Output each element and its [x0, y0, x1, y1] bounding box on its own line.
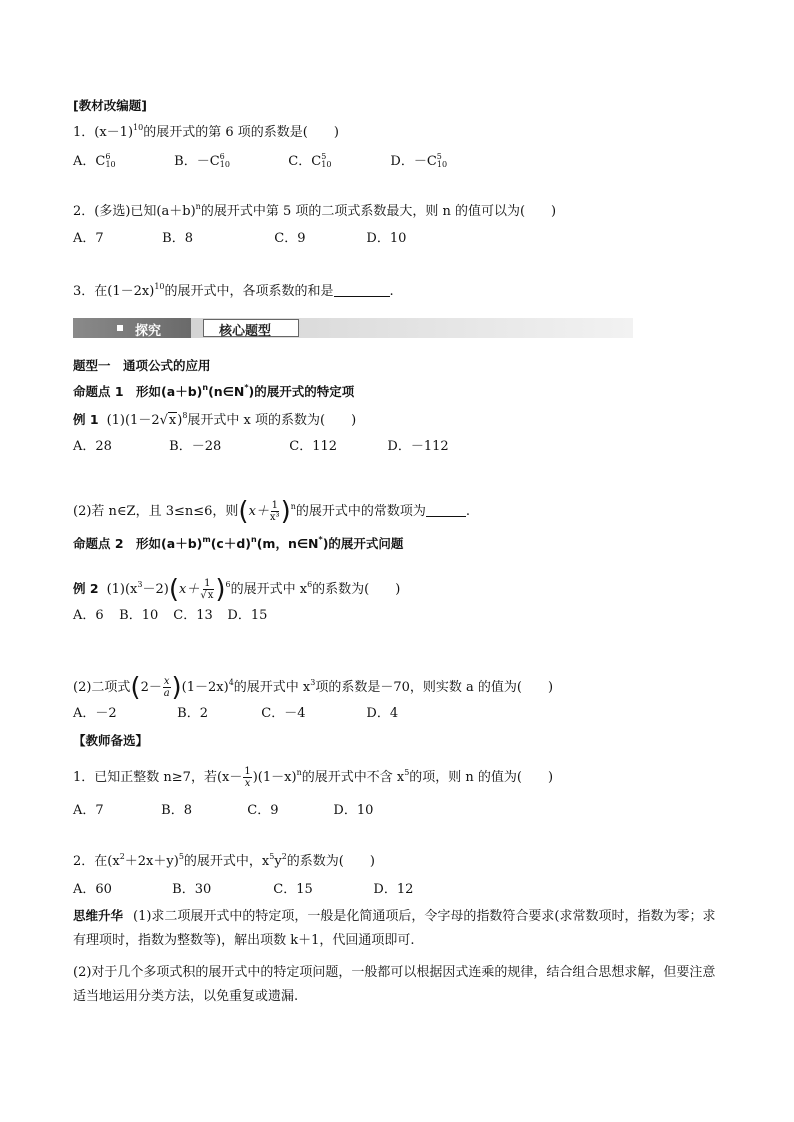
- banner-left-label: 探究: [135, 324, 162, 339]
- option-d[interactable]: D．10: [366, 231, 407, 246]
- answer-blank[interactable]: [334, 284, 390, 297]
- teacher-header: 【教师备选】: [73, 733, 149, 748]
- option-c[interactable]: C．13: [173, 608, 213, 623]
- option-a[interactable]: A．7: [73, 803, 104, 818]
- option-d[interactable]: D．$-C^5_{10}$: [390, 152, 448, 169]
- summary-paragraph-2: (2)对于几个多项式积的展开式中的特定项问题，一般都可以根据因式连乘的规律，结合组合思想求解，但要注意适当地运用分类方法，以免重复或遗漏.: [73, 965, 716, 1004]
- section-banner: [73, 315, 633, 341]
- option-a[interactable]: A．$C^6_{10}$: [73, 152, 116, 169]
- option-d[interactable]: D．－112: [387, 439, 449, 454]
- example-2-part-2-options: [73, 705, 398, 723]
- proposition-1: 命题点 1 形如$(a+b)^n(n\in N^*)$的展开式的特定项: [73, 383, 355, 399]
- option-c[interactable]: C．$C^5_{10}$: [288, 152, 332, 169]
- banner-right-label: 核心题型: [219, 324, 272, 339]
- teacher-question-1: 1．已知正整数 n≥7，若(x－ $\frac{1}{x}$ )$(1-x)^n$的展开式中不含 $x^5$的项，则 n 的值为( ): [73, 766, 554, 789]
- section-header: [教材改编题]: [73, 98, 147, 113]
- square-icon: [117, 325, 123, 331]
- summary-paragraph-1: 思维升华 (1)求二项展开式中的特定项，一般是化简通项后，令字母的指数符合要求(求常数项时，指数为零；求有理项时，指数为整数等)，解出项数 k＋1，代回通项即可.: [73, 908, 716, 948]
- option-b[interactable]: B．8: [161, 803, 192, 818]
- option-b[interactable]: B．2: [177, 706, 208, 721]
- example-2: 例 2 $(1)(x^3-2)(x+$ $\frac{1}{√x}$ )$^6$的展开式中 $x^6$的系数为( ): [73, 574, 401, 605]
- question-1-options: [73, 153, 447, 171]
- option-a[interactable]: A．60: [73, 882, 112, 897]
- option-b[interactable]: B．10: [119, 608, 159, 623]
- example-2-part-2: (2)二项式(2－ $\frac{x}{a}$ )$(1-2x)^4$的展开式中 $x^3$项的系数是－70，则实数 a 的值为( ): [73, 672, 554, 703]
- question-3: 3．在$(1-2x)^{10}$的展开式中，各项系数的和是 .: [73, 282, 394, 299]
- question-2-options: [73, 230, 406, 248]
- option-c[interactable]: C．15: [273, 882, 313, 897]
- option-d[interactable]: D．12: [373, 882, 414, 897]
- example-2-options: [73, 607, 267, 625]
- option-c[interactable]: C．－4: [261, 706, 306, 721]
- option-b[interactable]: B．8: [162, 231, 193, 246]
- teacher-question-2: 2．在$(x^2+2x+y)^5$的展开式中，$x^5y^2$的系数为( ): [73, 852, 375, 869]
- option-a[interactable]: A．7: [73, 231, 104, 246]
- option-b[interactable]: B．$-C^6_{10}$: [174, 152, 230, 169]
- proposition-2: 命题点 2 形如$(a+b)^m(c+d)^n(m$，n∈N*)的展开式问题: [73, 535, 404, 551]
- example-1: 例 1 $(1)(1-2√x)^8$展开式中 x 项的系数为( ): [73, 411, 357, 428]
- option-a[interactable]: A．6: [73, 608, 104, 623]
- teacher-question-2-options: [73, 881, 413, 899]
- type-title: 题型一 通项公式的应用: [73, 358, 211, 373]
- option-b[interactable]: B．30: [172, 882, 212, 897]
- option-b[interactable]: B．－28: [169, 439, 222, 454]
- option-c[interactable]: C．9: [274, 231, 306, 246]
- question-1: 1．$(x-1)^{10}$的展开式的第 6 项的系数是( ): [73, 123, 339, 140]
- option-d[interactable]: D．4: [366, 706, 399, 721]
- option-d[interactable]: D．15: [227, 608, 268, 623]
- example-1-part-2: (2)若 n∈Z，且 3≤n≤6，则(x＋ $\frac{1}{\text{x³}}$ )$^n$的展开式中的常数项为 .: [73, 496, 471, 527]
- question-2: 2．(多选)已知$(a+b)^n$的展开式中第 5 项的二项式系数最大，则 n 的值可以为( ): [73, 202, 557, 219]
- summary-label: 思维升华: [73, 908, 124, 923]
- option-a[interactable]: A．28: [73, 439, 112, 454]
- option-a[interactable]: A．－2: [73, 706, 117, 721]
- teacher-question-1-options: [73, 802, 373, 820]
- answer-blank[interactable]: [426, 504, 466, 517]
- option-d[interactable]: D．10: [333, 803, 374, 818]
- example-1-options: [73, 438, 449, 456]
- option-c[interactable]: C．112: [289, 439, 338, 454]
- option-c[interactable]: C．9: [247, 803, 279, 818]
